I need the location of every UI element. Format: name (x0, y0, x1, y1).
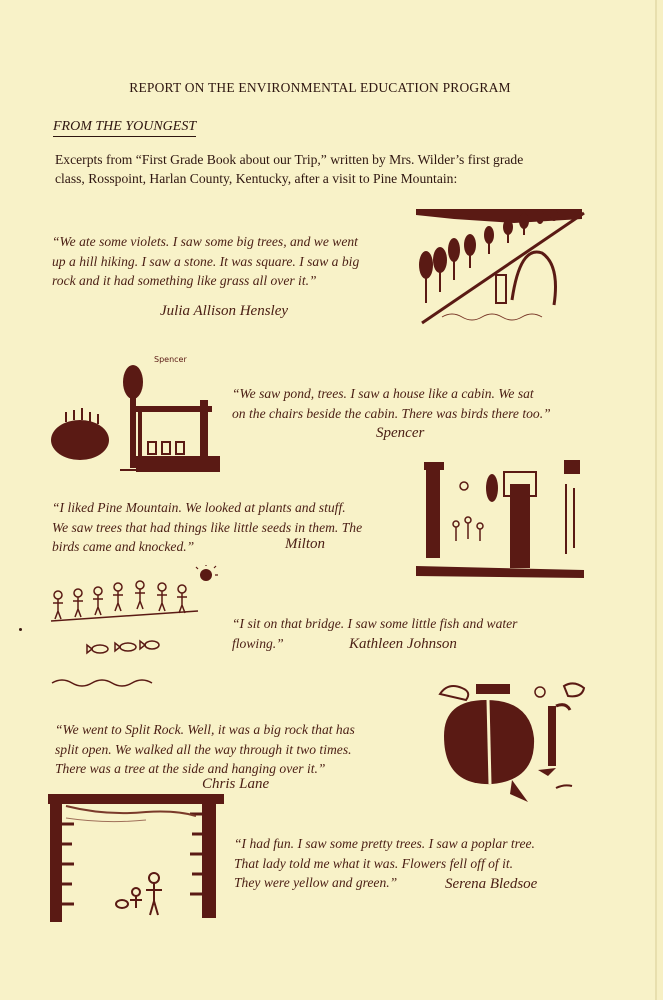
quote-line: They were yellow and green.” (234, 875, 398, 890)
margin-mark (19, 628, 22, 631)
intro-paragraph (55, 150, 600, 188)
drawing-hillside-trees (414, 205, 586, 327)
author-milton: Milton (285, 536, 325, 552)
quote-spencer (232, 384, 587, 423)
intro-line: class, Rosspoint, Harlan County, Kentucky, after a visit to Pine Mountain: (55, 171, 458, 186)
quote-line: rock and it had something like grass all over it.” (52, 273, 317, 288)
quote-line: birds came and knocked.” (52, 539, 195, 554)
quote-line: “I had fun. I saw some pretty trees. I saw a poplar tree. (234, 836, 535, 851)
quote-line: “We saw pond, trees. I saw a house like a cabin. We sat (232, 386, 534, 401)
quote-line: That lady told me what it was. Flowers fell off of it. (234, 855, 514, 871)
author-spencer: Spencer (376, 425, 425, 441)
author-kathleen: Kathleen Johnson (349, 636, 457, 652)
page-title: REPORT ON THE ENVIRONMENTAL EDUCATION PROGRAM (129, 80, 511, 95)
drawing-pond-cabin (50, 352, 225, 477)
quote-line: up a hill hiking. I saw a stone. It was square. I saw a big (52, 253, 360, 269)
quote-line: “We went to Split Rock. Well, it was a big rock that has (55, 722, 355, 737)
quote-line: “I sit on that bridge. I saw some little fish and water (232, 616, 518, 631)
quote-line: on the chairs beside the cabin. There was birds there too.” (232, 405, 551, 421)
section-heading: FROM THE YOUNGEST (53, 119, 196, 137)
quote-line: We saw trees that had things like little seeds in them. The (52, 519, 363, 535)
drawing-plants-trees (414, 454, 586, 580)
quote-line: “We ate some violets. I saw some big trees, and we went (52, 234, 358, 249)
quote-line: flowing.” (232, 635, 284, 651)
quote-line: There was a tree at the side and hanging over it.” (55, 761, 326, 776)
quote-milton (52, 498, 407, 557)
intro-line: Excerpts from “First Grade Book about our Trip,” written by Mrs. Wilder’s first grade (55, 152, 524, 167)
quote-julia (52, 232, 407, 291)
drawing-split-rock (436, 676, 588, 804)
author-serena: Serena Bledsoe (445, 876, 538, 892)
drawing-poplar-trees (46, 794, 226, 922)
quote-line: “I liked Pine Mountain. We looked at plants and stuff. (52, 500, 346, 515)
drawing-bridge-fish (48, 565, 220, 695)
quote-chris (55, 720, 410, 779)
author-julia: Julia Allison Hensley (160, 303, 289, 319)
author-chris: Chris Lane (202, 776, 270, 792)
quote-line: split open. We walked all the way through it two times. (55, 741, 352, 757)
spencer-drawing-label: Spencer (154, 355, 187, 364)
